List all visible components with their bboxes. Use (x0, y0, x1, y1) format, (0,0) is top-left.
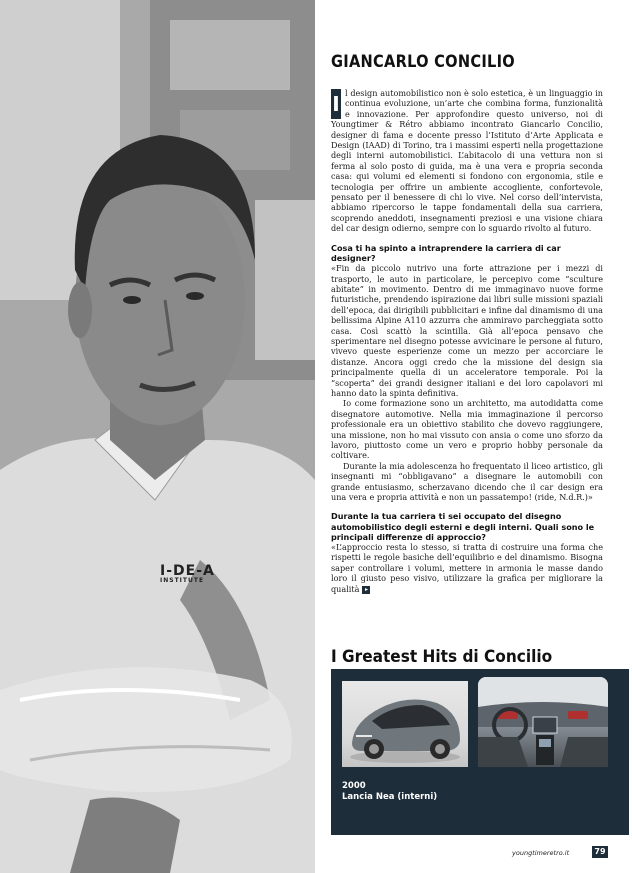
interview-question-1: Cosa ti ha spinto a intraprendere la carriera di car designer? (331, 242, 561, 263)
article-column (331, 52, 603, 594)
interview-question-2: Durante la tua carriera ti sei occupato del disegno automobilistico degli esterni e degli interni. Quali sono le principali differenze di approccio? (331, 511, 595, 542)
answer-1-paragraph-1: «Fin da piccolo nutrivo una forte attrazione per i mezzi di trasporto, le auto in particolare, le percepivo come “sculture abitate” in movimento. Dentro di me immaginavo nuove forme futuristiche, prendendo ispirazione dai libri sulle missioni spaziali dell’epoca, dai dirigibili pubblicitari e infine dal dinamismo di una bellissima Alpine A110 azzurra che ammiravo parcheggiata sotto casa. Così scattò la scintilla. Già all’epoca pensavo che sperimentare nel disegno potesse avvicinare le persone al futuro, vivevo queste esperienze come un mezzo per accorciare le distanze. Ancora oggi credo che la missione del design sia principalmente quella di un acceleratore temporale. Poi la “scoperta” dei grandi designer italiani e dei loro capolavori mi hanno dato la spinta definitiva. (331, 263, 603, 398)
shirt-logo-line2: INSTITUTE (160, 577, 205, 584)
greatest-hits-model: Lancia Nea (interni) (342, 792, 438, 802)
answer-2-text: «L’approccio resta lo stesso, si tratta di costruire una forma che rispetti le regole basiche dell’equilibrio e del dinamismo. Bisogna saper controllare i volumi, mettere in armonia le masse dando loro il giusto peso visivo, utilizzare la grafica per migliorare la qualità (331, 542, 603, 594)
greatest-hits-box (331, 669, 629, 835)
greatest-hits-title: I Greatest Hits di Concilio (331, 647, 553, 666)
car-exterior-illustration (342, 681, 468, 767)
article-intro (331, 88, 603, 234)
car-interior-illustration (478, 677, 608, 767)
page-number: 79 (592, 846, 608, 858)
dropcap-letter: I (331, 89, 341, 119)
footer-website: youngtimeretro.it (512, 849, 570, 857)
article-intro-text: l design automobilistico non è solo estetica, è un linguaggio in continua evoluzione, un’arte che combina forma, funzionalità e innovazione. Per approfondire questo universo, noi di Youngtimer & Rétro abbiamo incontrato Giancarlo Concilio, designer di fama e docente presso l’Istituto d’Arte Applicata e Design (IAAD) di Torino, tra i massimi esperti nella progettazione degli interni automobilistici. L’abitacolo di una vettura non si ferma al solo posto di guida, ma è una vera e propria seconda casa: qui volumi ed elementi si fondono con ergonomia, stile e tecnologia per offrire un ambiente accogliente, confortevole, pensato per il benessere di chi lo vive. Nel corso dell’intervista, abbiamo ripercorso le tappe fondamentali della sua carriera, scoprendo aneddoti, insegnamenti preziosi e una visione chiara del car design odierno, sempre con lo sguardo rivolto al futuro. (331, 88, 603, 234)
car-interior-photo (478, 677, 608, 767)
car-exterior-photo (342, 681, 468, 767)
continue-mark-icon: ▸ (362, 586, 370, 594)
shirt-logo-line1: I-DE-A (160, 563, 215, 579)
answer-1-paragraph-2: Io come formazione sono un architetto, ma autodidatta come disegnatore automotive. Nella mia immaginazione il percorso professionale era un obiettivo stabilito che dovevo raggiungere, una missione, non ho mai vissuto con ansia o come uno sforzo da lavoro, piuttosto come un vero e proprio hobby personale da coltivare. (331, 398, 603, 461)
article-headline: GIANCARLO CONCILIO (331, 52, 515, 72)
answer-1-paragraph-3: Durante la mia adolescenza ho frequentato il liceo artistico, gli insegnanti mi “obbligavano” a disegnare le automobili con grande entusiasmo, scherzavano dicendo che il car design era una vera e propria attività e non un passatempo! (ride, N.d.R.)» (331, 460, 603, 503)
portrait-photo (0, 0, 315, 873)
portrait-illustration (0, 0, 315, 873)
greatest-hits-year: 2000 (342, 781, 366, 791)
shirt-logo (160, 563, 215, 584)
answer-2-paragraph-1 (331, 542, 603, 594)
